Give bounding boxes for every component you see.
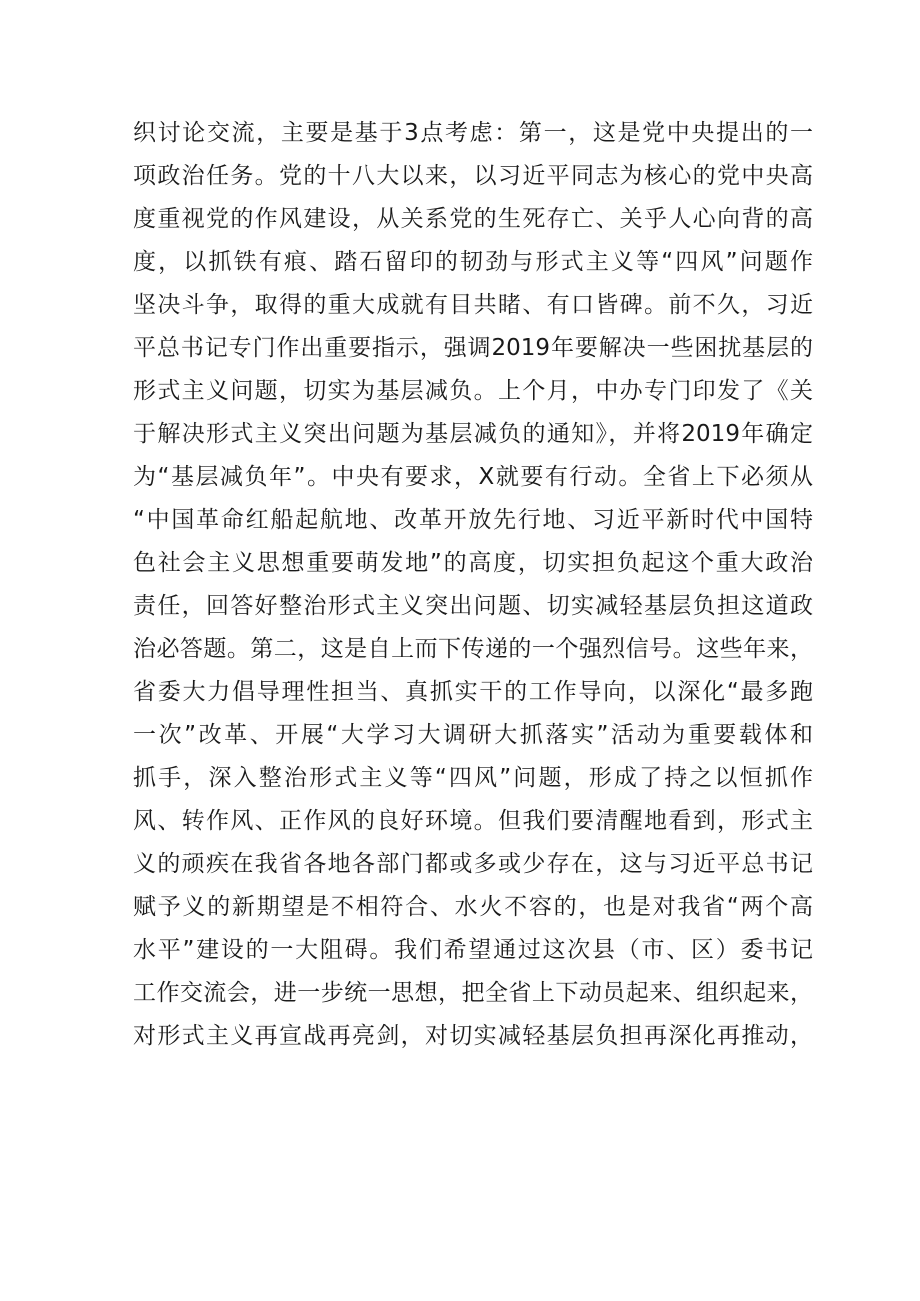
text-line-8: 于解决形式主义突出问题为基层减负的通知》，并将2019年确定 [133, 421, 813, 447]
text-line-7: 形式主义问题，切实为基层减负。上个月，中办专门印发了《关 [133, 378, 813, 404]
text-line-15: 一次”改革、开展“大学习大调研大抓落实”活动为重要载体和 [133, 722, 813, 748]
text-line-16: 抓手，深入整治形式主义等“四风”问题，形成了持之以恒抓作 [133, 765, 813, 791]
text-line-21: 工作交流会，进一步统一思想，把全省上下动员起来、组织起来， [133, 980, 813, 1006]
text-line-2: 项政治任务。党的十八大以来，以习近平同志为核心的党中央高 [133, 163, 813, 189]
text-line-9: 为“基层减负年”。中央有要求，X就要有行动。全省上下必须从 [133, 464, 813, 490]
text-line-3: 度重视党的作风建设，从关系党的生死存亡、关乎人心向背的高 [133, 206, 813, 232]
text-line-22: 对形式主义再宣战再亮剑，对切实减轻基层负担再深化再推动， [133, 1023, 813, 1049]
text-line-13: 治必答题。第二，这是自上而下传递的一个强烈信号。这些年来， [133, 636, 813, 662]
text-line-10: “中国革命红船起航地、改革开放先行地、习近平新时代中国特 [133, 507, 813, 533]
text-line-14: 省委大力倡导理性担当、真抓实干的工作导向，以深化“最多跑 [133, 679, 813, 705]
text-line-6: 平总书记专门作出重要指示，强调2019年要解决一些困扰基层的 [133, 335, 813, 361]
text-line-1: 织讨论交流，主要是基于3点考虑：第一，这是党中央提出的一 [133, 120, 813, 146]
text-line-11: 色社会主义思想重要萌发地”的高度，切实担负起这个重大政治 [133, 550, 813, 576]
text-line-5: 坚决斗争，取得的重大成就有目共睹、有口皆碑。前不久，习近 [133, 292, 813, 318]
text-line-18: 义的顽疾在我省各地各部门都或多或少存在，这与习近平总书记 [133, 851, 813, 877]
text-line-17: 风、转作风、正作风的良好环境。但我们要清醒地看到，形式主 [133, 808, 813, 834]
text-line-19: 赋予义的新期望是不相符合、水火不容的，也是对我省“两个高 [133, 894, 813, 920]
text-line-12: 责任，回答好整治形式主义突出问题、切实减轻基层负担这道政 [133, 593, 813, 619]
text-line-20: 水平”建设的一大阻碍。我们希望通过这次县（市、区）委书记 [133, 937, 813, 963]
body-text [133, 112, 813, 1058]
text-line-4: 度，以抓铁有痕、踏石留印的韧劲与形式主义等“四风”问题作 [133, 249, 813, 275]
